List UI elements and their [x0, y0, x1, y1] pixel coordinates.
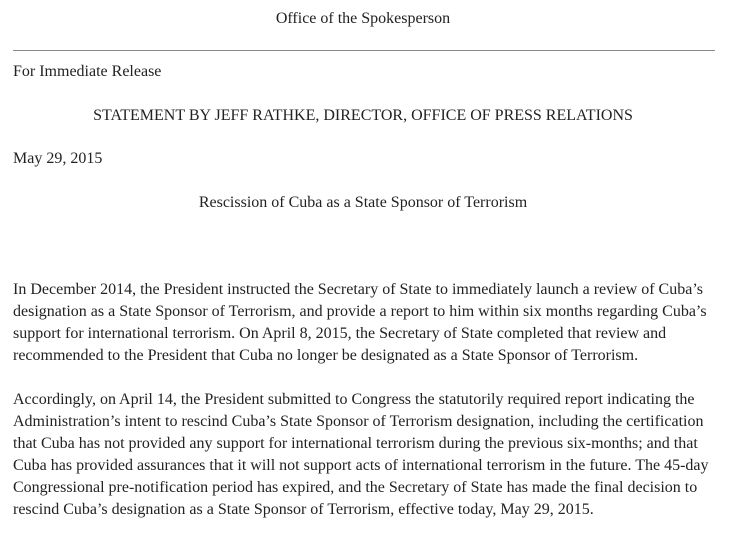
header-divider — [13, 50, 715, 51]
office-heading: Office of the Spokesperson — [275, 10, 451, 27]
body-paragraph-2: Accordingly, on April 14, the President submitted to Congress the statutorily required report indicating the Administration’s intent to rescind Cuba’s State Sponsor of Terrorism designation, including the certification that Cuba has not provided any support for international terrorism during the previous six-months; and that Cuba has provided assurances that it will not support acts of international terrorism in the future. The 45-day Congressional pre-notification period has expired, and the Secretary of State has made the final decision to rescind Cuba’s designation as a State Sponsor of Terrorism, effective today, May 29, 2015. — [13, 391, 709, 518]
statement-title: STATEMENT BY JEFF RATHKE, DIRECTOR, OFFICE OF PRESS RELATIONS — [93, 107, 633, 124]
statement-subject: Rescission of Cuba as a State Sponsor of Terrorism — [198, 194, 528, 211]
release-label: For Immediate Release — [13, 63, 162, 80]
body-paragraph-1: In December 2014, the President instructed the Secretary of State to immediately launch a review of Cuba’s designation as a State Sponsor of Terrorism, and provide a report to him within six months regarding Cuba’s support for international terrorism. On April 8, 2015, the Secretary of State completed that review and recommended to the President that Cuba no longer be designated as a State Sponsor of Terrorism. — [13, 281, 707, 364]
release-date: May 29, 2015 — [13, 150, 103, 167]
